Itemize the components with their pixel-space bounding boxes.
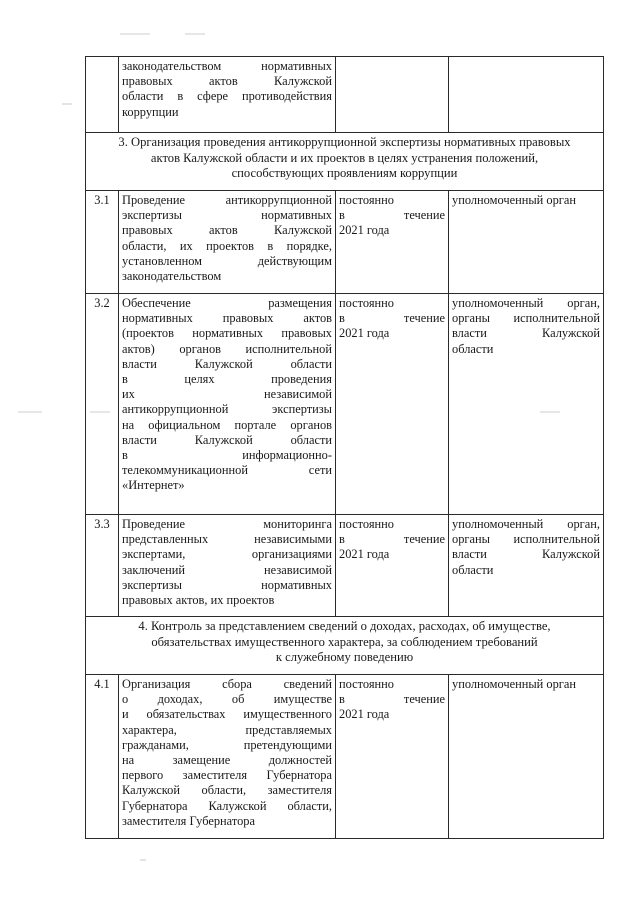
measure-deadline-line: 2021 года — [339, 223, 390, 238]
measure-description-line: Губернатора Калужской области, — [122, 798, 332, 813]
measure-row — [86, 191, 604, 294]
measure-description — [119, 191, 336, 294]
measure-deadline-line: постоянно — [339, 677, 395, 691]
measure-description-line: власти Калужской области — [122, 432, 332, 447]
measure-deadline — [336, 515, 449, 617]
section-header-row — [86, 133, 604, 191]
measure-description-line: правовых актов Калужской — [122, 223, 332, 238]
measure-description-line: телекоммуникационной сети — [122, 463, 332, 478]
measure-description-line: Проведение мониторинга — [122, 517, 332, 531]
measure-description-line: области в сфере противодействия — [122, 89, 332, 104]
measure-deadline-line: 2021 года — [339, 547, 390, 562]
item-number: 3.1 — [86, 191, 119, 294]
measure-executor — [449, 675, 604, 839]
measure-description-line: характера, представляемых — [122, 722, 332, 737]
measure-deadline-line: постоянно — [339, 517, 395, 531]
measure-description-line: гражданами, претендующими — [122, 737, 332, 752]
measure-executor-line: власти Калужской — [452, 326, 600, 341]
measure-description-line: (проектов нормативных правовых — [122, 326, 332, 341]
measure-description-line: нормативных правовых актов — [122, 311, 332, 326]
measure-description-line: области, их проектов в порядке, — [122, 238, 332, 253]
measure-deadline-line: постоянно — [339, 296, 395, 310]
section-title-line: 4. Контроль за представлением сведений о доходах, расходах, об имуществе, — [138, 619, 551, 633]
measure-executor-line: уполномоченный орган, — [452, 296, 600, 310]
measure-description-line: коррупции — [122, 104, 179, 119]
measure-row — [86, 57, 604, 133]
measure-description-line: законодательством — [122, 269, 222, 284]
measure-description-line: на замещение должностей — [122, 753, 332, 768]
measure-deadline-line: в течение — [339, 532, 445, 547]
measure-executor — [449, 294, 604, 515]
measure-executor-line: области — [452, 341, 494, 356]
measure-description-line: на официальном портале органов — [122, 417, 332, 432]
measure-description-line: их независимой — [122, 387, 332, 402]
section-title — [86, 133, 604, 191]
measure-description-line: Проведение антикоррупционной — [122, 193, 332, 207]
measure-description-line: Калужской области, заместителя — [122, 783, 332, 798]
measure-description-line: власти Калужской области — [122, 356, 332, 371]
measure-executor-line: области — [452, 562, 494, 577]
section-title-line: актов Калужской области и их проектов в целях устранения положений, — [150, 150, 539, 165]
measure-description-line: экспертами, организациями — [122, 547, 332, 562]
measure-row — [86, 515, 604, 617]
measure-description — [119, 294, 336, 515]
measure-executor — [449, 57, 604, 133]
section-title — [86, 617, 604, 675]
measure-description-line: законодательством нормативных — [122, 59, 332, 73]
measure-description-line: в целях проведения — [122, 372, 332, 387]
item-number — [86, 57, 119, 133]
measure-row — [86, 294, 604, 515]
measure-description-line: в информационно- — [122, 448, 332, 463]
measure-executor-line: уполномоченный орган, — [452, 517, 600, 531]
measure-description-line: правовых актов, их проектов — [122, 593, 275, 608]
measure-executor — [449, 515, 604, 617]
measure-executor-line: власти Калужской — [452, 547, 600, 562]
measure-deadline-line: в течение — [339, 208, 445, 223]
measure-description-line: «Интернет» — [122, 478, 185, 493]
measure-deadline-line: 2021 года — [339, 707, 390, 722]
measure-description-line: антикоррупционной экспертизы — [122, 402, 332, 417]
measure-description-line: актов) органов исполнительной — [122, 341, 332, 356]
item-number: 3.3 — [86, 515, 119, 617]
item-number: 4.1 — [86, 675, 119, 839]
measure-description-line: Обеспечение размещения — [122, 296, 332, 310]
item-number: 3.2 — [86, 294, 119, 515]
measure-description-line: экспертизы нормативных — [122, 577, 332, 592]
measure-description-line: представленных независимыми — [122, 532, 332, 547]
measure-description-line: и обязательствах имущественного — [122, 707, 332, 722]
measure-description-line: правовых актов Калужской — [122, 74, 332, 89]
measure-deadline — [336, 57, 449, 133]
measure-executor — [449, 191, 604, 294]
measure-description-line: экспертизы нормативных — [122, 208, 332, 223]
measure-executor-line: уполномоченный орган — [452, 677, 576, 691]
measure-deadline-line: постоянно — [339, 193, 395, 207]
section-title-line: способствующих проявлениям коррупции — [231, 166, 458, 181]
measure-deadline — [336, 675, 449, 839]
measures-table-body — [86, 57, 604, 839]
measure-deadline — [336, 294, 449, 515]
measure-deadline-line: 2021 года — [339, 326, 390, 341]
measure-deadline-line: в течение — [339, 311, 445, 326]
measure-description-line: первого заместителя Губернатора — [122, 768, 332, 783]
measure-executor-line: уполномоченный орган — [452, 193, 576, 207]
section-header-row — [86, 617, 604, 675]
measure-deadline-line: в течение — [339, 692, 445, 707]
measure-executor-line: органы исполнительной — [452, 532, 600, 547]
measure-description — [119, 57, 336, 133]
measure-description-line: о доходах, об имуществе — [122, 692, 332, 707]
measures-table — [85, 56, 604, 839]
measure-executor-line: органы исполнительной — [452, 311, 600, 326]
measure-description — [119, 675, 336, 839]
measure-description-line: установленном действующим — [122, 253, 332, 268]
measure-row — [86, 675, 604, 839]
section-title-line: 3. Организация проведения антикоррупционной экспертизы нормативных правовых — [118, 135, 571, 149]
measure-description-line: Организация сбора сведений — [122, 677, 332, 691]
measure-description-line: заключений независимой — [122, 562, 332, 577]
measure-description-line: заместителя Губернатора — [122, 813, 255, 828]
section-title-line: к служебному поведению — [275, 650, 414, 665]
section-title-line: обязательствах имущественного характера, за соблюдением требований — [151, 634, 538, 649]
measure-description — [119, 515, 336, 617]
measure-deadline — [336, 191, 449, 294]
